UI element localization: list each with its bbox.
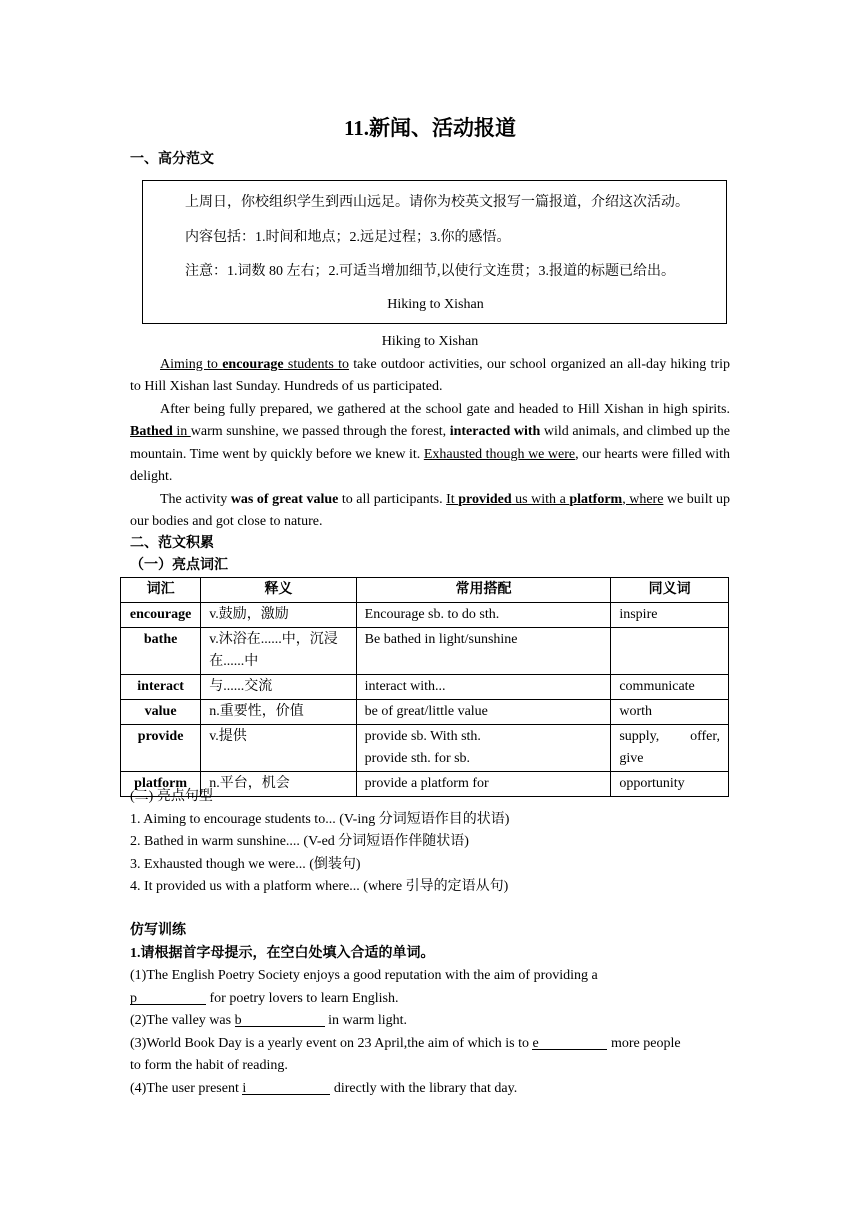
vocab-collocation: provide a platform for <box>356 772 611 797</box>
vocab-collocation: be of great/little value <box>356 700 611 725</box>
header-collocation: 常用搭配 <box>356 578 611 603</box>
table-row <box>121 725 729 772</box>
section-heading-accumulation: 二、范文积累 <box>130 536 214 551</box>
question-3-line-1: (3)World Book Day is a yearly event on 23 April,the aim of which is to e more people <box>130 1033 750 1056</box>
vocab-synonym: communicate <box>611 675 729 700</box>
vocab-word: encourage <box>121 603 201 628</box>
vocab-collocation: Encourage sb. to do sth. <box>356 603 611 628</box>
essay-title: Hiking to Xishan <box>381 334 479 349</box>
answer-blank-1[interactable]: p <box>130 988 206 1005</box>
vocab-synonym: opportunity <box>611 772 729 797</box>
task-line-2: 内容包括：1.时间和地点；2.远足过程；3.你的感悟。 <box>185 230 511 245</box>
vocab-meaning: n.重要性，价值 <box>201 700 356 725</box>
answer-blank-2[interactable]: b <box>235 1010 325 1027</box>
subsection-sentence-patterns: (二) 亮点句型 <box>130 789 213 804</box>
task-heading: Hiking to Xishan <box>387 297 484 312</box>
sentence-patterns <box>130 786 750 899</box>
vocab-synonym: inspire <box>611 603 729 628</box>
practice-instruction: 1.请根据首字母提示，在空白处填入合适的单词。 <box>130 945 435 961</box>
vocab-meaning: v.鼓励，激励 <box>201 603 356 628</box>
vocab-synonym: worth <box>611 700 729 725</box>
vocab-meaning: 与......交流 <box>201 675 356 700</box>
task-line-1: 上周日，你校组织学生到西山远足。请你为校英文报写一篇报道，介绍这次活动。 <box>185 195 689 210</box>
vocab-meaning: n.平台，机会 <box>201 772 356 797</box>
question-2: (2)The valley was b in warm light. <box>130 1010 750 1033</box>
table-row <box>121 675 729 700</box>
sentence-pattern-4: 4. It provided us with a platform where... (where 引导的定语从句) <box>130 879 509 894</box>
table-header-row <box>121 578 729 603</box>
vocab-meaning: v.沐浴在......中，沉浸在......中 <box>201 628 356 675</box>
header-meaning: 释义 <box>201 578 356 603</box>
question-1-line-1: (1)The English Poetry Society enjoys a good reputation with the aim of providing a <box>130 968 598 983</box>
page-title: 11.新闻、活动报道 <box>343 116 517 140</box>
question-4: (4)The user present i directly with the library that day. <box>130 1078 750 1101</box>
answer-blank-3[interactable]: e <box>532 1033 607 1050</box>
essay-paragraph-3: The activity was of great value to all participants. It provided us with a platform, where we built up our bodies and got close to nature. <box>130 491 731 529</box>
vocab-word: interact <box>121 675 201 700</box>
vocab-collocation: interact with... <box>356 675 611 700</box>
question-3-line-2: to form the habit of reading. <box>130 1058 288 1073</box>
practice-section <box>130 920 750 1100</box>
header-word: 词汇 <box>121 578 201 603</box>
sentence-pattern-2: 2. Bathed in warm sunshine.... (V-ed 分词短语作伴随状语) <box>130 834 469 849</box>
practice-heading: 仿写训练 <box>130 923 186 938</box>
task-line-3: 注意：1.词数 80 左右；2.可适当增加细节,以使行文连贯；3.报道的标题已给出。 <box>185 264 675 279</box>
vocab-word: bathe <box>121 628 201 675</box>
sentence-pattern-3: 3. Exhausted though we were... (倒装句) <box>130 856 361 872</box>
vocab-synonym-line-2: give <box>619 751 644 766</box>
section-heading-model-essay: 一、高分范文 <box>130 152 214 167</box>
task-box <box>142 180 727 324</box>
essay-paragraph-1: Aiming to encourage students to take outdoor activities, our school organized an all-day hiking trip to Hill Xishan last Sunday. Hundreds of us participated. <box>130 356 731 394</box>
vocab-collocation-line-2: provide sth. for sb. <box>364 751 471 766</box>
vocab-meaning: v.提供 <box>201 725 356 772</box>
vocab-collocation <box>356 725 611 772</box>
vocab-word: provide <box>121 725 201 772</box>
table-row <box>121 628 729 675</box>
question-1-line-2: p for poetry lovers to learn English. <box>130 988 750 1011</box>
header-synonym: 同义词 <box>611 578 729 603</box>
answer-blank-4[interactable]: i <box>242 1078 330 1095</box>
vocab-word: value <box>121 700 201 725</box>
essay-paragraph-2: After being fully prepared, we gathered at the school gate and headed to Hill Xishan in high spirits. Bathed in warm sunshine, we passed through the forest, interacted with wild animals, and climbed up the mountain. Time went by quickly before we knew it. Exhausted though we were, our hearts were filled with delight. <box>130 401 730 484</box>
subsection-vocabulary: （一）亮点词汇 <box>130 558 228 573</box>
vocab-synonym-line-1: supply, offer, <box>619 729 720 744</box>
vocab-word: platform <box>121 772 201 797</box>
vocab-collocation: Be bathed in light/sunshine <box>356 628 611 675</box>
table-row <box>121 603 729 628</box>
vocab-synonym <box>611 725 729 772</box>
vocab-synonym <box>611 628 729 675</box>
vocab-collocation-line-1: provide sb. With sth. <box>364 729 481 744</box>
model-essay <box>130 331 730 534</box>
sentence-pattern-1: 1. Aiming to encourage students to... (V-ing 分词短语作目的状语) <box>130 811 510 827</box>
table-row <box>121 700 729 725</box>
vocabulary-table <box>120 577 729 797</box>
